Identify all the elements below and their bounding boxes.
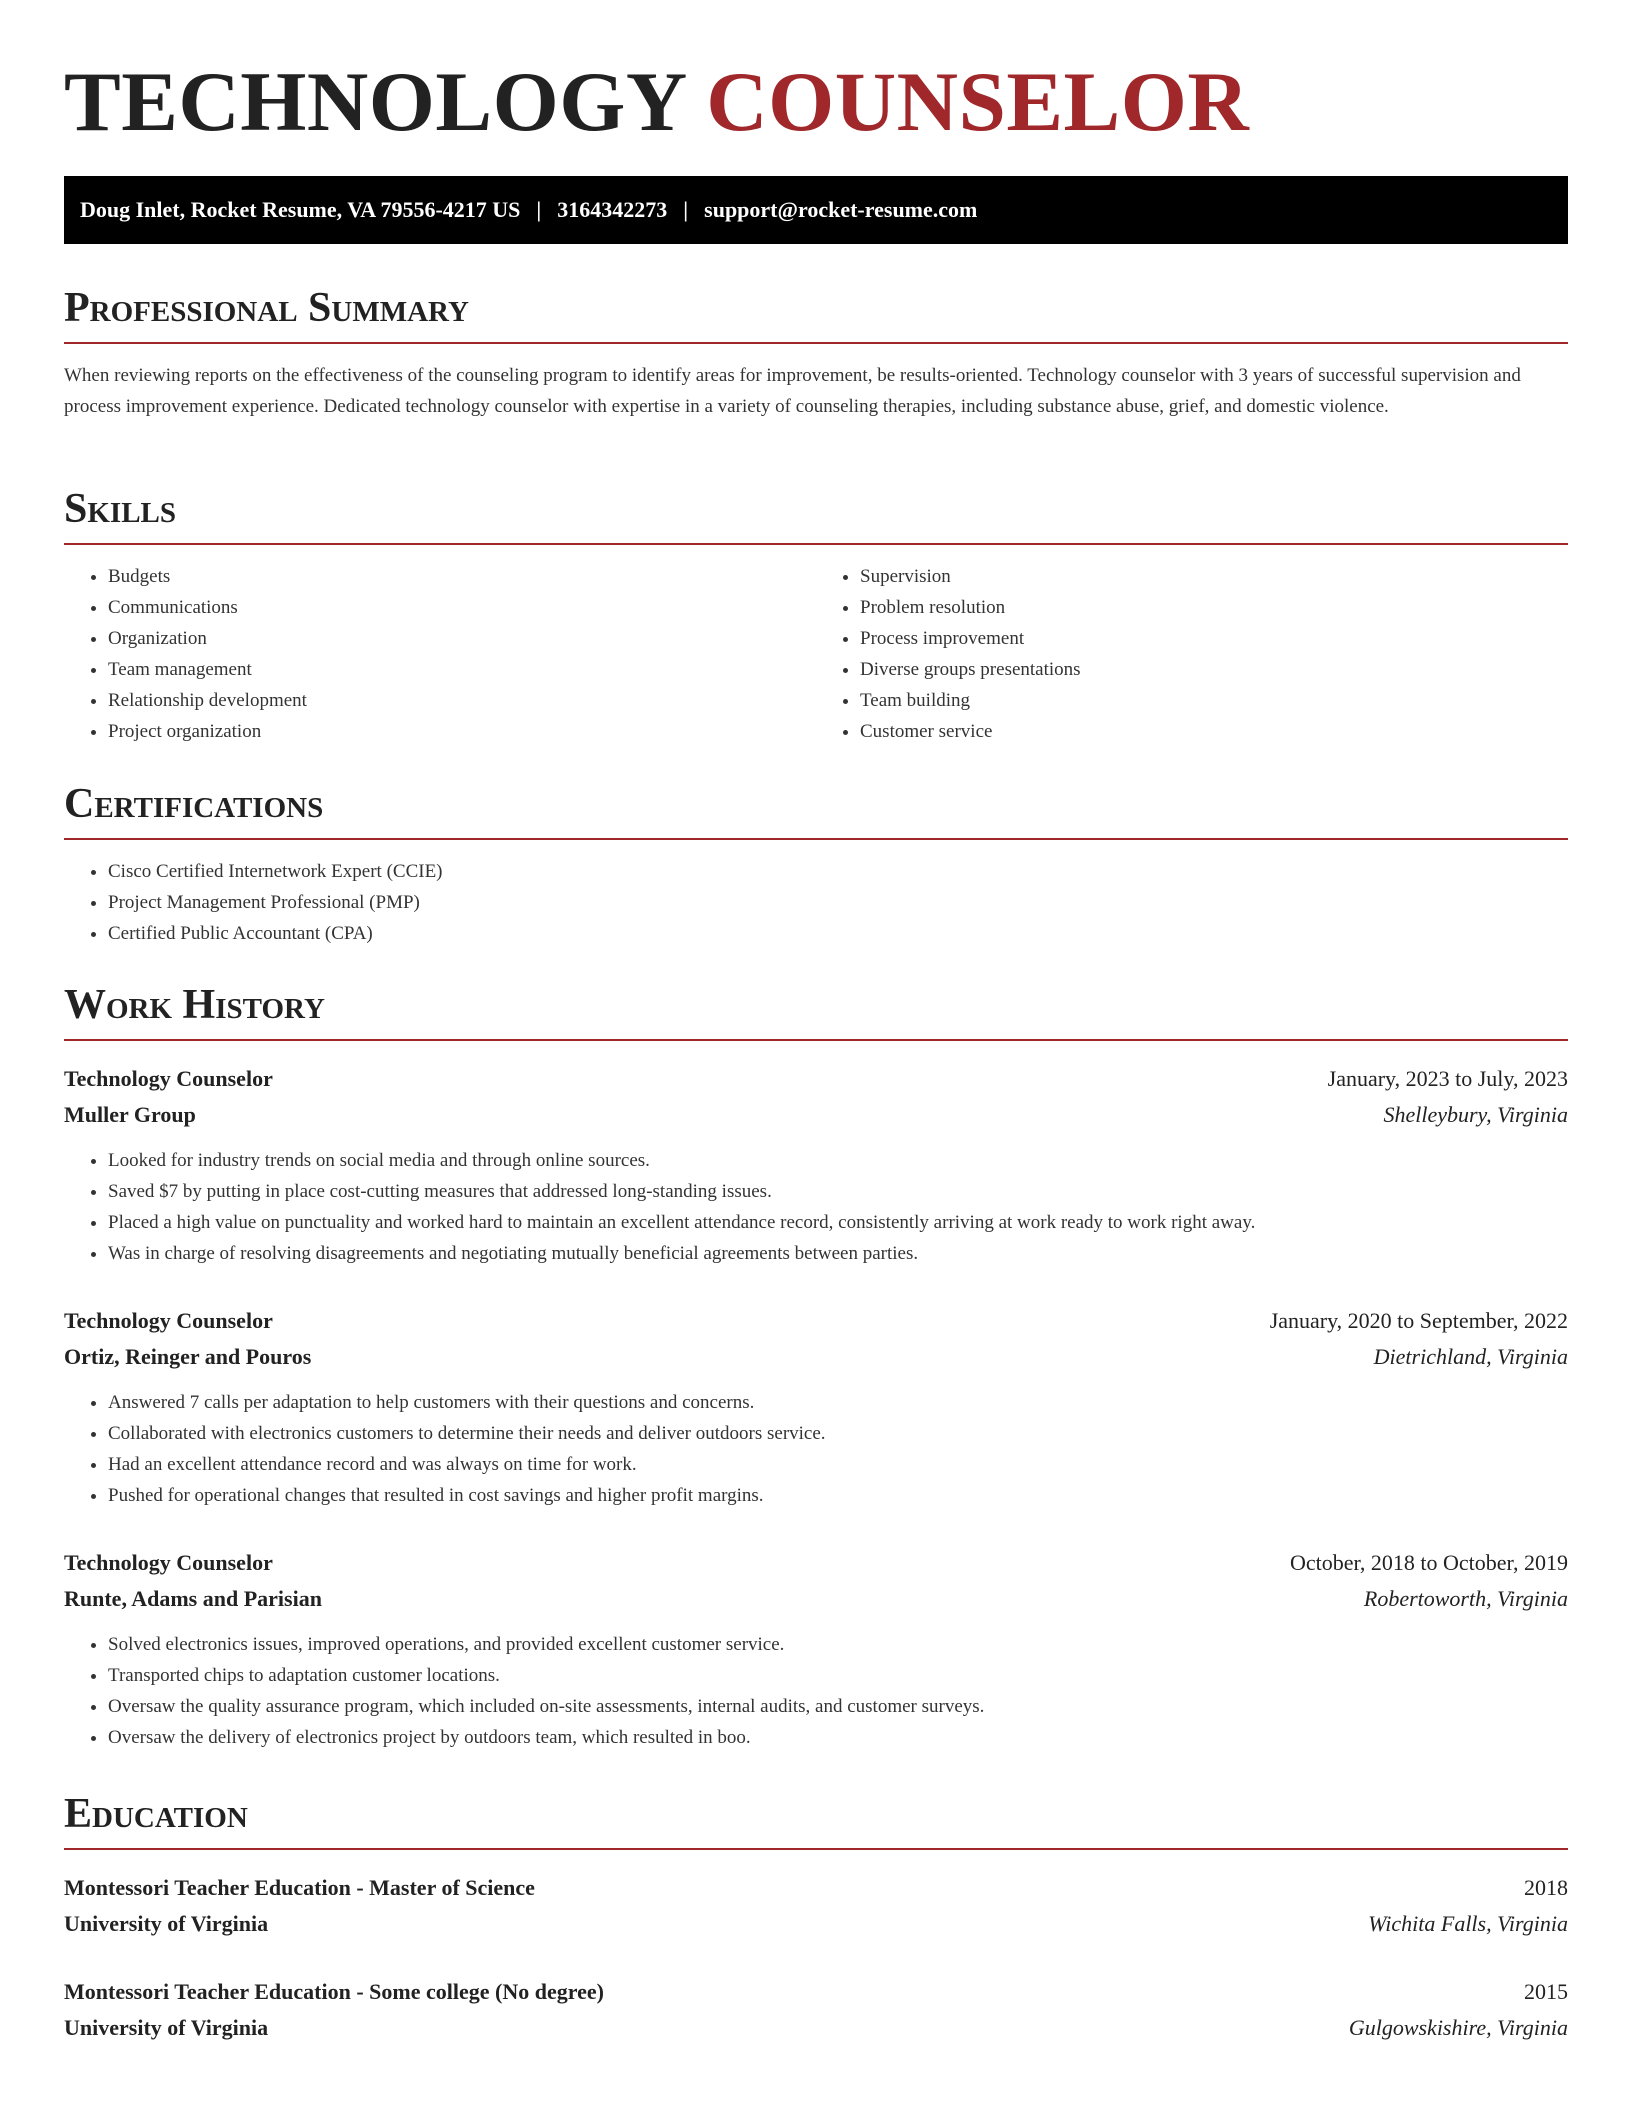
job-bullets	[64, 1387, 1568, 1511]
section-divider	[64, 543, 1568, 545]
job-location: Shelleybury, Virginia	[1383, 1102, 1568, 1127]
certification-item: • Certified Public Accountant (CPA)	[108, 918, 1568, 949]
job-bullet: • Saved $7 by putting in place cost-cutting measures that addressed long-standing issues.	[108, 1176, 1568, 1207]
job-bullet: • Looked for industry trends on social media and through online sources.	[108, 1145, 1568, 1176]
job-dates: January, 2020 to September, 2022	[1269, 1308, 1568, 1333]
section-divider	[64, 342, 1568, 344]
job-bullet: • Pushed for operational changes that resulted in cost savings and higher profit margins.	[108, 1480, 1568, 1511]
job-company: Runte, Adams and Parisian	[64, 1586, 322, 1611]
certification-item: • Project Management Professional (PMP)	[108, 887, 1568, 918]
job-bullet: • Solved electronics issues, improved operations, and provided excellent customer service.	[108, 1629, 1568, 1660]
skill-item: • Supervision	[860, 561, 1568, 592]
skill-item: • Team building	[860, 685, 1568, 716]
skill-item: • Budgets	[108, 561, 816, 592]
skills-list-left	[64, 561, 816, 747]
education-degree-row	[64, 1870, 1568, 1906]
section-divider	[64, 1848, 1568, 1850]
skills-columns	[64, 561, 1568, 747]
summary-section	[64, 284, 1568, 422]
job-bullet: • Oversaw the quality assurance program, which included on-site assessments, internal audits, and customer surveys.	[108, 1691, 1568, 1722]
contact-bar	[64, 176, 1568, 244]
skill-item: • Relationship development	[108, 685, 816, 716]
contact-separator: |	[683, 197, 689, 222]
education-degree-row	[64, 1974, 1568, 2010]
job-location: Dietrichland, Virginia	[1373, 1344, 1568, 1369]
job-bullet: • Oversaw the delivery of electronics project by outdoors team, which resulted in boo.	[108, 1722, 1568, 1753]
job-entry	[64, 1303, 1568, 1511]
skills-list-right	[816, 561, 1568, 747]
job-role: Technology Counselor	[64, 1550, 273, 1575]
skill-item: • Diverse groups presentations	[860, 654, 1568, 685]
skill-item: • Problem resolution	[860, 592, 1568, 623]
job-bullet: • Collaborated with electronics customers to determine their needs and deliver outdoors service.	[108, 1418, 1568, 1449]
work-history-heading: Work History	[64, 982, 325, 1028]
skill-item: • Organization	[108, 623, 816, 654]
education-degree: Montessori Teacher Education - Master of Science	[64, 1875, 535, 1900]
skills-section	[64, 485, 1568, 747]
title-part-2: COUNSELOR	[706, 55, 1250, 149]
job-bullet: • Had an excellent attendance record and was always on time for work.	[108, 1449, 1568, 1480]
job-dates: October, 2018 to October, 2019	[1289, 1550, 1568, 1575]
education-school-row	[64, 2010, 1568, 2046]
job-location: Robertoworth, Virginia	[1363, 1586, 1568, 1611]
job-entry	[64, 1545, 1568, 1753]
job-header-row	[64, 1545, 1568, 1581]
job-header-row	[64, 1061, 1568, 1097]
job-bullet: • Answered 7 calls per adaptation to help customers with their questions and concerns.	[108, 1387, 1568, 1418]
skill-item: • Process improvement	[860, 623, 1568, 654]
education-entry	[64, 1870, 1568, 1942]
title-part-1: TECHNOLOGY	[64, 55, 685, 149]
education-school: University of Virginia	[64, 1911, 269, 1936]
skill-item: • Project organization	[108, 716, 816, 747]
job-company-row	[64, 1339, 1568, 1375]
job-bullet: • Placed a high value on punctuality and worked hard to maintain an excellent attendance record, consistently arriving at work ready to work right away.	[108, 1207, 1568, 1238]
education-heading: Education	[64, 1791, 248, 1837]
skills-heading: Skills	[64, 486, 177, 532]
education-school-row	[64, 1906, 1568, 1942]
section-divider	[64, 1039, 1568, 1041]
job-role: Technology Counselor	[64, 1066, 273, 1091]
job-bullets	[64, 1629, 1568, 1753]
certifications-heading: Certifications	[64, 781, 324, 827]
job-role: Technology Counselor	[64, 1308, 273, 1333]
job-dates: January, 2023 to July, 2023	[1327, 1066, 1568, 1091]
summary-text: When reviewing reports on the effectiveness of the counseling program to identify areas for improvement, be results-oriented. Technology counselor with 3 years of successful supervision and process improvement experience. Dedicated technology counselor with expertise in a variety of counseling therapies, including substance abuse, grief, and domestic violence.	[64, 365, 1521, 417]
education-school: University of Virginia	[64, 2015, 269, 2040]
resume-title	[64, 0, 1568, 176]
job-entry	[64, 1061, 1568, 1269]
job-company-row	[64, 1097, 1568, 1133]
education-year: 2015	[1524, 1979, 1568, 2004]
job-bullet: • Was in charge of resolving disagreements and negotiating mutually beneficial agreements between parties.	[108, 1238, 1568, 1269]
education-year: 2018	[1524, 1875, 1568, 1900]
job-company: Ortiz, Reinger and Pouros	[64, 1344, 312, 1369]
education-entry	[64, 1974, 1568, 2046]
section-divider	[64, 838, 1568, 840]
skill-item: • Customer service	[860, 716, 1568, 747]
contact-separator: |	[536, 197, 542, 222]
job-bullet: • Transported chips to adaptation customer locations.	[108, 1660, 1568, 1691]
skill-item: • Team management	[108, 654, 816, 685]
education-location: Gulgowskishire, Virginia	[1348, 2015, 1568, 2040]
job-header-row	[64, 1303, 1568, 1339]
contact-email: support@rocket-resume.com	[704, 197, 978, 222]
education-degree: Montessori Teacher Education - Some college (No degree)	[64, 1979, 604, 2004]
certifications-section	[64, 780, 1568, 949]
job-bullets	[64, 1145, 1568, 1269]
skill-item: • Communications	[108, 592, 816, 623]
certification-item: • Cisco Certified Internetwork Expert (CCIE)	[108, 856, 1568, 887]
contact-address: Doug Inlet, Rocket Resume, VA 79556-4217 US	[80, 197, 521, 222]
summary-heading: Professional Summary	[64, 285, 469, 331]
education-location: Wichita Falls, Virginia	[1368, 1911, 1568, 1936]
education-section	[64, 1790, 1568, 2046]
work-history-section	[64, 981, 1568, 1753]
certifications-list	[64, 856, 1568, 949]
job-company: Muller Group	[64, 1102, 196, 1127]
job-company-row	[64, 1581, 1568, 1617]
contact-phone: 3164342273	[557, 197, 668, 222]
